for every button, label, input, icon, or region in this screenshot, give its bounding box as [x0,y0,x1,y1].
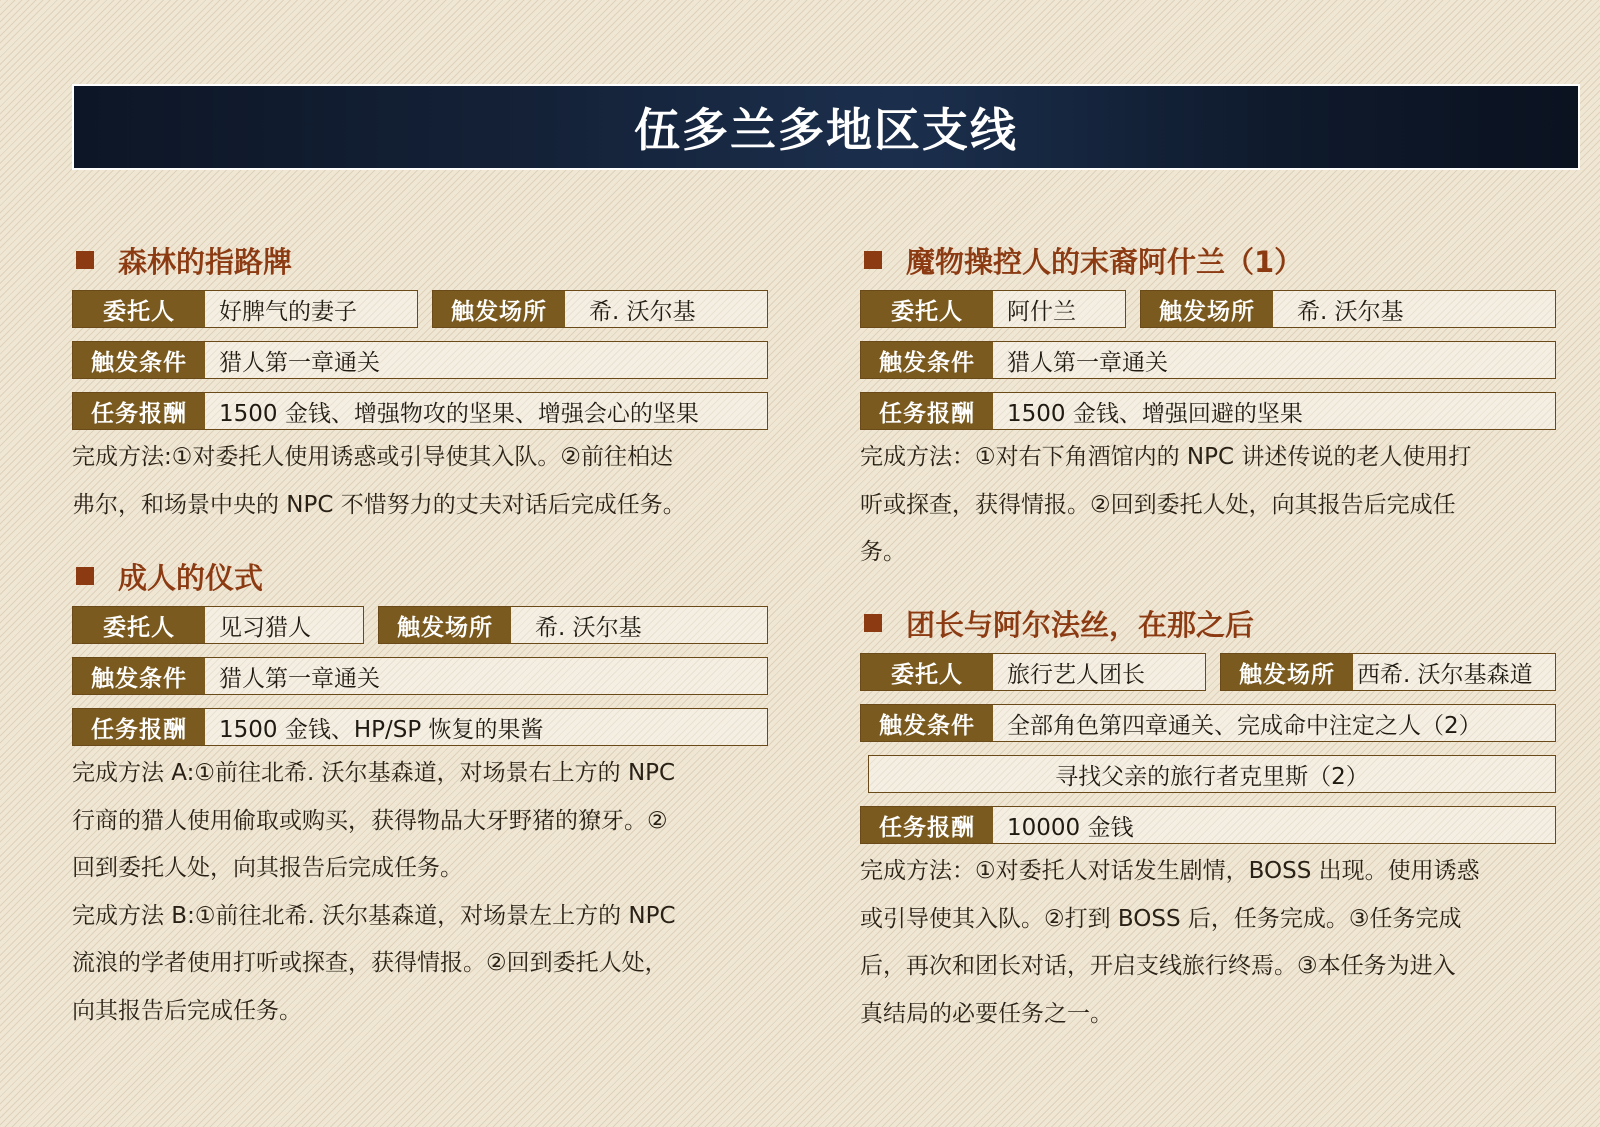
condition-row [860,704,1556,742]
method-line: 完成方法 B:①前往北希. 沃尔基森道，对场景左上方的 NPC [72,902,676,929]
condition-value: 猎人第一章通关 [219,349,380,376]
client-field [72,290,418,328]
client-field [72,606,364,644]
method-line: 完成方法：①对委托人对话发生剧情，BOSS 出现。使用诱惑 [860,858,1480,884]
method-line: 后，再次和团长对话，开启支线旅行终焉。③本任务为进入 [860,953,1456,979]
location-value: 希. 沃尔基 [1297,298,1404,325]
method-line: 行商的猎人使用偷取或购买，获得物品大牙野猪的獠牙。② [72,807,668,834]
reward-field [860,806,1556,844]
reward-field [860,392,1556,430]
quest-title: 森林的指路牌 [118,244,293,279]
reward-row [860,806,1556,844]
quest-header [72,238,768,282]
reward-row [72,392,768,430]
quest-header [860,238,1556,282]
condition-continued-field [868,755,1556,793]
condition-value: 猎人第一章通关 [219,665,380,692]
reward-value: 10000 金钱 [1007,814,1134,841]
quest-title: 团长与阿尔法丝，在那之后 [906,607,1255,642]
condition-value: 猎人第一章通关 [1007,349,1168,376]
quest-title: 魔物操控人的末裔阿什兰（1） [906,244,1304,279]
method-line: 务。 [860,539,906,565]
page-banner [72,84,1580,170]
condition-row [860,341,1556,379]
condition-row [72,657,768,695]
reward-row [860,392,1556,430]
condition-label: 触发条件 [73,658,205,694]
quest-title: 成人的仪式 [118,560,264,595]
client-label: 委托人 [861,654,993,690]
condition-row [72,341,768,379]
quest-coming-of-age [72,554,768,1035]
location-value: 西希. 沃尔基森道 [1357,661,1533,688]
method-line: 完成方法：①对右下角酒馆内的 NPC 讲述传说的老人使用打 [860,444,1472,470]
reward-label: 任务报酬 [73,709,205,745]
condition-value: 全部角色第四章通关、完成命中注定之人（2） [1007,712,1482,739]
condition-label: 触发条件 [861,342,993,378]
bullet-square-icon [864,251,882,269]
client-label: 委托人 [861,291,993,327]
location-label: 触发场所 [379,607,511,643]
bullet-square-icon [864,614,882,632]
location-label: 触发场所 [1221,654,1353,690]
method-line: 回到委托人处，向其报告后完成任务。 [72,855,463,881]
method-line: 弗尔，和场景中央的 NPC 不惜努力的丈夫对话后完成任务。 [72,491,686,518]
condition-field [72,341,768,379]
client-field [860,290,1126,328]
reward-label: 任务报酬 [861,393,993,429]
location-value: 希. 沃尔基 [535,614,642,641]
condition-field [860,341,1556,379]
client-value: 阿什兰 [1007,298,1076,325]
location-field [432,290,768,328]
client-location-row [860,653,1556,691]
location-value: 希. 沃尔基 [589,298,696,325]
method-line: 完成方法:①对委托人使用诱惑或引导使其入队。②前往柏达 [72,444,673,470]
quest-header [860,601,1556,645]
quest-forest-signpost [72,238,768,529]
reward-value: 1500 金钱、增强回避的坚果 [1007,400,1303,427]
method-line: 流浪的学者使用打听或探查，获得情报。②回到委托人处， [72,950,668,976]
client-location-row [860,290,1556,328]
condition-continued-value: 寻找父亲的旅行者克里斯（2） [1055,763,1369,790]
reward-field [72,708,768,746]
reward-label: 任务报酬 [73,393,205,429]
method-line: 完成方法 A:①前往北希. 沃尔基森道，对场景右上方的 NPC [72,760,676,786]
condition-label: 触发条件 [73,342,205,378]
client-field [860,653,1206,691]
location-label: 触发场所 [1141,291,1273,327]
method-line: 真结局的必要任务之一。 [860,1000,1113,1027]
quest-leader-and-alfas [860,601,1556,1038]
bullet-square-icon [76,251,94,269]
page-title: 伍多兰多地区支线 [634,103,1018,157]
method-line: 向其报告后完成任务。 [72,997,302,1024]
location-field [1220,653,1556,691]
condition-field [72,657,768,695]
quest-ashlan-1 [860,238,1556,577]
condition-continued-row [860,755,1556,793]
location-field [378,606,768,644]
reward-value: 1500 金钱、增强物攻的坚果、增强会心的坚果 [219,400,699,427]
client-label: 委托人 [73,607,205,643]
client-location-row [72,290,768,328]
bullet-square-icon [76,567,94,585]
method-line: 或引导使其入队。②打到 BOSS 后，任务完成。③任务完成 [860,905,1462,932]
client-value: 好脾气的妻子 [219,298,357,325]
client-value: 见习猎人 [219,614,311,641]
condition-field [860,704,1556,742]
reward-field [72,392,768,430]
client-location-row [72,606,768,644]
location-label: 触发场所 [433,291,565,327]
reward-label: 任务报酬 [861,807,993,843]
condition-label: 触发条件 [861,705,993,741]
method-line: 听或探查，获得情报。②回到委托人处，向其报告后完成任 [860,491,1456,518]
reward-value: 1500 金钱、HP/SP 恢复的果酱 [219,716,544,743]
quest-header [72,554,768,598]
client-value: 旅行艺人团长 [1007,661,1145,688]
location-field [1140,290,1556,328]
client-label: 委托人 [73,291,205,327]
reward-row [72,708,768,746]
